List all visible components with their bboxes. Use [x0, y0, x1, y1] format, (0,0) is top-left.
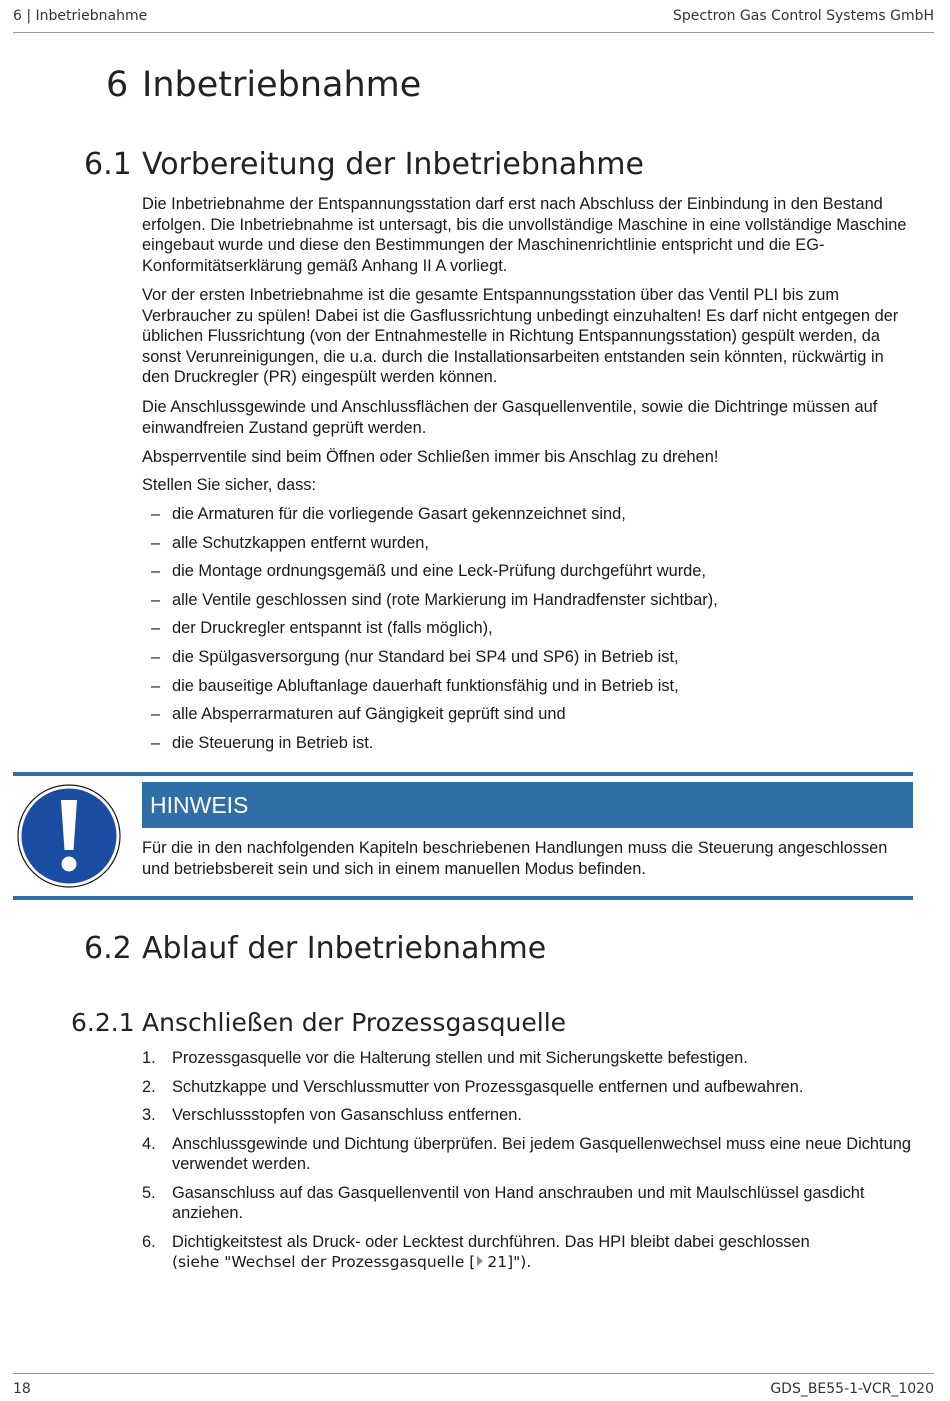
bullet-dash: – [151, 733, 161, 752]
reference-close: ]"). [507, 1253, 532, 1271]
step-number: 5. [142, 1183, 156, 1202]
reference-page: 21 [487, 1253, 508, 1271]
list-item-text: der Druckregler entspannt ist (falls möglich), [172, 619, 493, 638]
step-number: 2. [142, 1077, 156, 1096]
header-chapter-label: 6 | Inbetriebnahme [13, 8, 148, 24]
page-footer [13, 1373, 934, 1401]
paragraph: Vor der ersten Inbetriebnahme ist die gesamte Entspannungsstation über das Ventil PLI bis zum Verbraucher zu spülen! Dabei ist die Gasflussrichtung unbedingt einzuhalten! Es darf nicht entgegen der üblichen Flussrichtung (von der Entnahmestelle in Richtung Entspannungsstation) gespült werden, da sonst Verunreinigungen, die u.a. durch die Installationsarbeiten entstanden sein könnten, rückwärtig in den Druckregler (PR) eingespült werden können. [142, 286, 899, 386]
list-item-text: die Steuerung in Betrieb ist. [172, 733, 374, 752]
list-item [142, 1105, 912, 1126]
link-arrow-icon [477, 1256, 483, 1266]
procedure-steps [142, 1048, 912, 1281]
notice-label: HINWEIS [142, 782, 913, 828]
list-item [142, 647, 912, 676]
list-item [142, 1048, 912, 1069]
bullet-dash: – [151, 705, 161, 724]
page-header [13, 8, 934, 33]
step-number: 1. [142, 1049, 156, 1067]
bullet-dash: – [151, 647, 161, 666]
list-item [142, 590, 912, 619]
list-item [142, 733, 912, 762]
step-text: Anschlussgewinde und Dichtung überprüfen. Bei jedem Gasquellenwechsel muss eine neue Dichtung verwendet werden. [172, 1134, 911, 1173]
list-item-text: alle Schutzkappen entfernt wurden, [172, 533, 429, 552]
cross-reference-link[interactable] [172, 1253, 531, 1271]
list-item [142, 1134, 912, 1175]
bullet-dash: – [151, 676, 161, 695]
bullet-dash: – [151, 590, 161, 609]
section-title: Ablauf der Inbetriebnahme [142, 931, 547, 966]
step-number: 4. [142, 1134, 156, 1153]
step-text: Dichtigkeitstest als Druck- oder Lecktest durchführen. Das HPI bleibt dabei geschlossen [172, 1232, 810, 1251]
mandatory-exclamation-icon [17, 784, 121, 888]
list-item-text: die Spülgasversorgung (nur Standard bei SP4 und SP6) in Betrieb ist, [172, 647, 679, 666]
list-item [142, 504, 912, 533]
list-item [142, 533, 912, 562]
section-title: Vorbereitung der Inbetriebnahme [142, 147, 644, 182]
list-item [142, 1183, 912, 1224]
list-item-text: die bauseitige Abluftanlage dauerhaft funktionsfähig und in Betrieb ist, [172, 676, 679, 695]
list-item-text: alle Ventile geschlossen sind (rote Markierung im Handradfenster sichtbar), [172, 590, 718, 609]
list-item [142, 561, 912, 590]
bullet-dash: – [151, 619, 161, 638]
page-number: 18 [13, 1381, 31, 1397]
step-number: 3. [142, 1106, 156, 1124]
paragraph: Absperrventile sind beim Öffnen oder Schließen immer bis Anschlag zu drehen! [142, 448, 719, 466]
list-item-text: die Armaturen für die vorliegende Gasart gekennzeichnet sind, [172, 505, 626, 523]
document-id: GDS_BE55-1-VCR_1020 [770, 1381, 934, 1397]
step-text: Gasanschluss auf das Gasquellenventil von Hand anschrauben und mit Maulschlüssel gasdicht anziehen. [172, 1183, 865, 1222]
list-item [142, 676, 912, 705]
step-text: Verschlussstopfen von Gasanschluss entfernen. [172, 1106, 522, 1124]
list-item-text: die Montage ordnungsgemäß und eine Leck-Prüfung durchgeführt wurde, [172, 562, 706, 581]
list-item [142, 704, 912, 733]
subsection-number: 6.2.1 [71, 1008, 135, 1037]
bullet-dash: – [151, 533, 161, 552]
list-item [142, 618, 912, 647]
step-text: Schutzkappe und Verschlussmutter von Prozessgasquelle entfernen und aufbewahren. [172, 1077, 804, 1096]
section-number: 6.2 [84, 931, 132, 966]
step-number: 6. [142, 1232, 156, 1251]
paragraph: Stellen Sie sicher, dass: [142, 476, 317, 494]
notice-box [13, 772, 913, 900]
notice-text: Für die in den nachfolgenden Kapiteln beschriebenen Handlungen muss die Steuerung angeschlossen und betriebsbereit sein und sich in einem manuellen Modus befinden. [142, 839, 888, 878]
list-item [142, 1232, 912, 1273]
reference-text: (siehe "Wechsel der Prozessgasquelle [ [172, 1253, 476, 1271]
section-number: 6.1 [84, 147, 132, 182]
checklist [142, 504, 912, 761]
list-item-text: alle Absperrarmaturen auf Gängigkeit geprüft sind und [172, 705, 566, 724]
step-text: Prozessgasquelle vor die Halterung stellen und mit Sicherungskette befestigen. [172, 1049, 748, 1067]
paragraph: Die Inbetriebnahme der Entspannungsstation darf erst nach Abschluss der Einbindung in den Bestand erfolgen. Die Inbetriebnahme ist untersagt, bis die unvollständige Maschine in eine vollständige Maschine eingebaut wurde und diese den Bestimmungen der Maschinenrichtlinie entspricht und die EG-Konformitätserklärung gemäß Anhang II A vorliegt. [142, 195, 907, 275]
chapter-title: Inbetriebnahme [142, 65, 422, 105]
paragraph: Die Anschlussgewinde und Anschlussflächen der Gasquellenventile, sowie die Dichtringe müssen auf einwandfreien Zustand geprüft werden. [142, 398, 878, 437]
list-item [142, 1077, 912, 1098]
bullet-dash: – [151, 505, 161, 523]
header-company-name: Spectron Gas Control Systems GmbH [673, 8, 934, 24]
subsection-title: Anschließen der Prozessgasquelle [142, 1008, 567, 1037]
chapter-number: 6 [106, 65, 129, 105]
bullet-dash: – [151, 562, 161, 581]
